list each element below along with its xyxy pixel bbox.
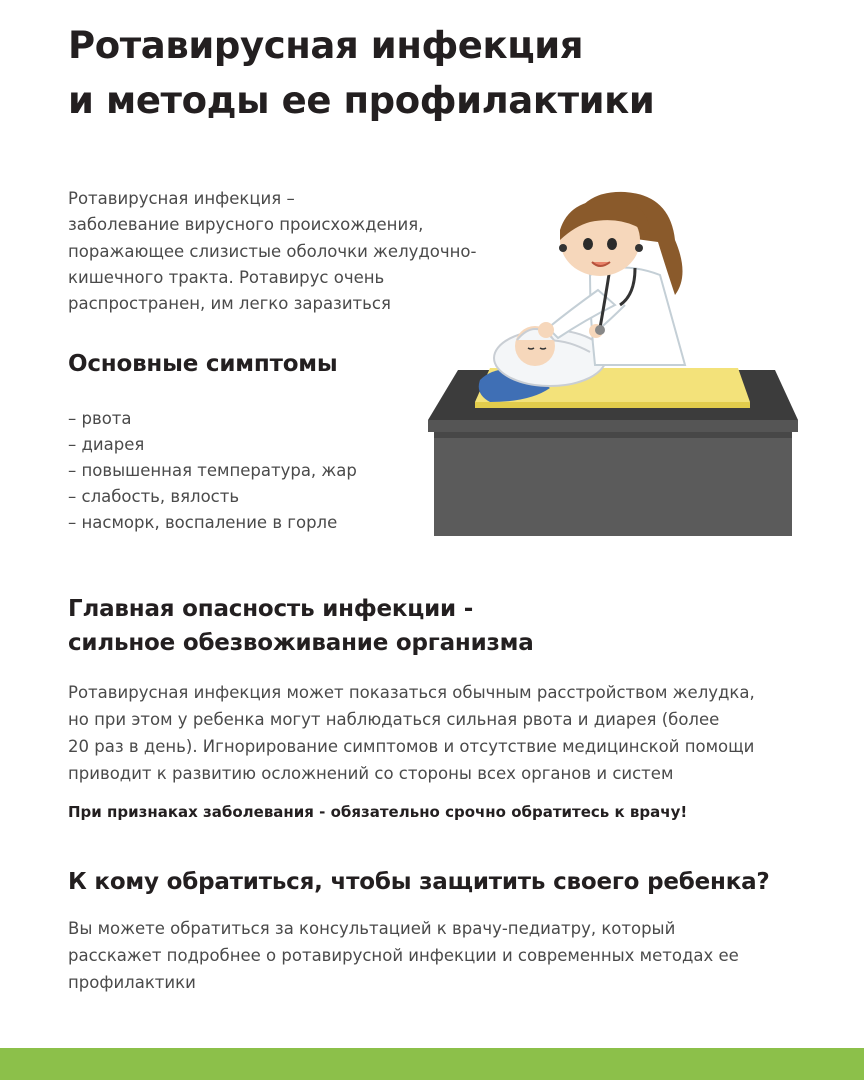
danger-line: приводит к развитию осложнений со стороны всех органов и систем — [68, 764, 674, 783]
danger-heading — [68, 592, 534, 660]
danger-heading-line-2: сильное обезвоживание организма — [68, 630, 534, 656]
page-title — [68, 18, 788, 128]
title-line-2: и методы ее профилактики — [68, 79, 655, 122]
contact-paragraph — [68, 915, 838, 996]
title-line-1: Ротавирусная инфекция — [68, 24, 584, 67]
symptom-item: – рвота — [68, 409, 132, 428]
contact-line: расскажет подробнее о ротавирусной инфекции и современных методах ее — [68, 946, 739, 965]
intro-line: Ротавирусная инфекция – — [68, 189, 295, 208]
symptoms-list — [68, 406, 357, 536]
symptoms-heading — [68, 347, 338, 381]
intro-line: заболевание вирусного происхождения, — [68, 215, 424, 235]
doctor-examining-baby-illustration — [420, 180, 810, 540]
footer-bar — [0, 1048, 864, 1080]
contact-heading — [68, 865, 770, 899]
symptom-item: – повышенная температура, жар — [68, 461, 357, 480]
danger-heading-line-1: Главная опасность инфекции - — [68, 596, 474, 622]
symptom-item: – диарея — [68, 435, 145, 454]
danger-line: но при этом у ребенка могут наблюдаться сильная рвота и диарея (более — [68, 710, 720, 729]
contact-heading-text: К кому обратиться, чтобы защитить своего ребенка? — [68, 869, 770, 895]
danger-line: Ротавирусная инфекция может показаться обычным расстройством желудка, — [68, 683, 755, 702]
warning-text: При признаках заболевания - обязательно срочно обратитесь к врачу! — [68, 803, 688, 821]
symptom-item: – насморк, воспаление в горле — [68, 513, 338, 532]
contact-line: Вы можете обратиться за консультацией к врачу-педиатру, который — [68, 919, 676, 938]
symptom-item: – слабость, вялость — [68, 487, 240, 506]
contact-line: профилактики — [68, 973, 196, 992]
intro-line: поражающее слизистые оболочки желудочно- — [68, 241, 477, 261]
danger-paragraph — [68, 679, 838, 787]
intro-line: распространен, им легко заразиться — [68, 294, 391, 314]
symptoms-heading-text: Основные симптомы — [68, 351, 338, 377]
intro-line: кишечного тракта. Ротавирус очень — [68, 267, 385, 287]
danger-line: 20 раз в день). Игнорирование симптомов и отсутствие медицинской помощи — [68, 737, 755, 756]
